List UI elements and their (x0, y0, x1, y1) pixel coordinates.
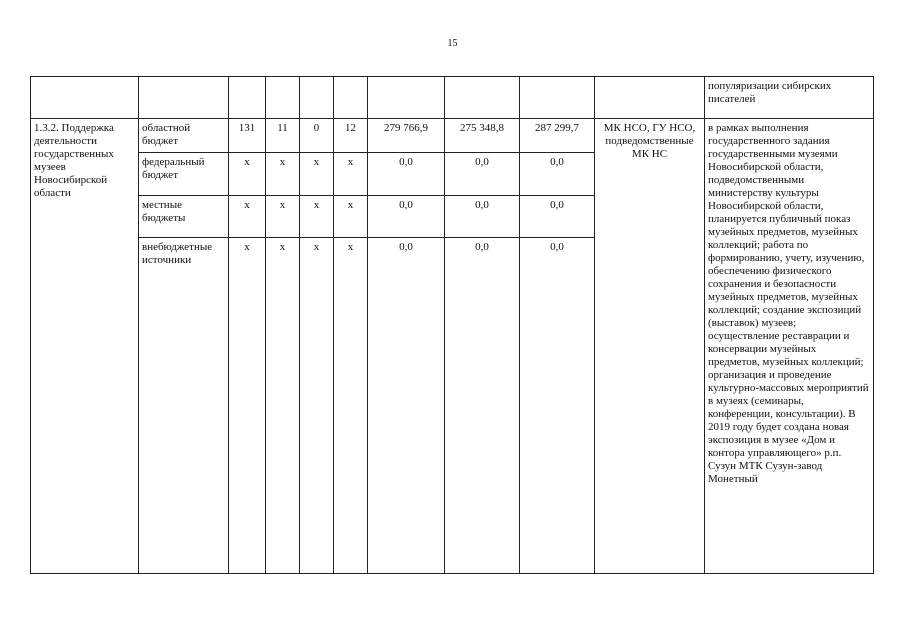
empty-cell (31, 77, 139, 119)
amount-cell: 0,0 (368, 238, 445, 574)
amount-cell: 0,0 (445, 196, 520, 238)
responsible-executor: МК НСО, ГУ НСО, подведомственные МК НС (595, 119, 705, 574)
code-cell: х (229, 238, 266, 574)
empty-cell (266, 77, 300, 119)
code-cell: 0 (300, 119, 334, 153)
program-table (30, 76, 874, 574)
funding-source: федеральный бюджет (139, 153, 229, 196)
code-cell: х (300, 153, 334, 196)
continuation-note: популяризации сибирских писателей (705, 77, 874, 119)
code-cell: х (334, 153, 368, 196)
code-cell: х (229, 196, 266, 238)
code-cell: х (266, 238, 300, 574)
continuation-row (31, 77, 874, 119)
expected-result: в рамках выполнения государственного задания государственными музеями Новосибирской области, подведомственными министерству культуры Новосибирской области, планируется публичный показ музейных предметов, музейных коллекций; работа по формированию, учету, изучению, обеспечению физического сохранения и безопасности музейных предметов, музейных коллекций; создание экспозиций (выставок) музеев; осуществление реставрации и консервации музейных предметов, музейных коллекций; организация и проведение культурно-массовых мероприятий в музеях (семинары, конференции, консультации). В 2019 году будет создана новая экспозиция в музее «Дом и контора управляющего» р.п. Сузун МТК Сузун-завод Монетный (705, 119, 874, 574)
amount-cell: 0,0 (368, 196, 445, 238)
empty-cell (445, 77, 520, 119)
code-cell: х (300, 238, 334, 574)
empty-cell (520, 77, 595, 119)
amount-cell: 0,0 (445, 238, 520, 574)
page-number: 15 (447, 38, 458, 49)
code-cell: х (300, 196, 334, 238)
amount-cell: 0,0 (445, 153, 520, 196)
code-cell: х (334, 196, 368, 238)
code-cell: х (266, 153, 300, 196)
empty-cell (595, 77, 705, 119)
funding-source: внебюджетные источники (139, 238, 229, 574)
code-cell: 131 (229, 119, 266, 153)
funding-source: местные бюджеты (139, 196, 229, 238)
code-cell: х (229, 153, 266, 196)
amount-cell: 0,0 (368, 153, 445, 196)
code-cell: 11 (266, 119, 300, 153)
empty-cell (229, 77, 266, 119)
code-cell: х (334, 238, 368, 574)
item-title: 1.3.2. Поддержка деятельности государственных музеев Новосибирской области (31, 119, 139, 574)
amount-cell: 287 299,7 (520, 119, 595, 153)
empty-cell (300, 77, 334, 119)
empty-cell (334, 77, 368, 119)
amount-cell: 0,0 (520, 153, 595, 196)
code-cell: 12 (334, 119, 368, 153)
amount-cell: 0,0 (520, 196, 595, 238)
empty-cell (139, 77, 229, 119)
amount-cell: 279 766,9 (368, 119, 445, 153)
funding-source: областной бюджет (139, 119, 229, 153)
amount-cell: 0,0 (520, 238, 595, 574)
amount-cell: 275 348,8 (445, 119, 520, 153)
table-row (31, 119, 874, 153)
code-cell: х (266, 196, 300, 238)
empty-cell (368, 77, 445, 119)
